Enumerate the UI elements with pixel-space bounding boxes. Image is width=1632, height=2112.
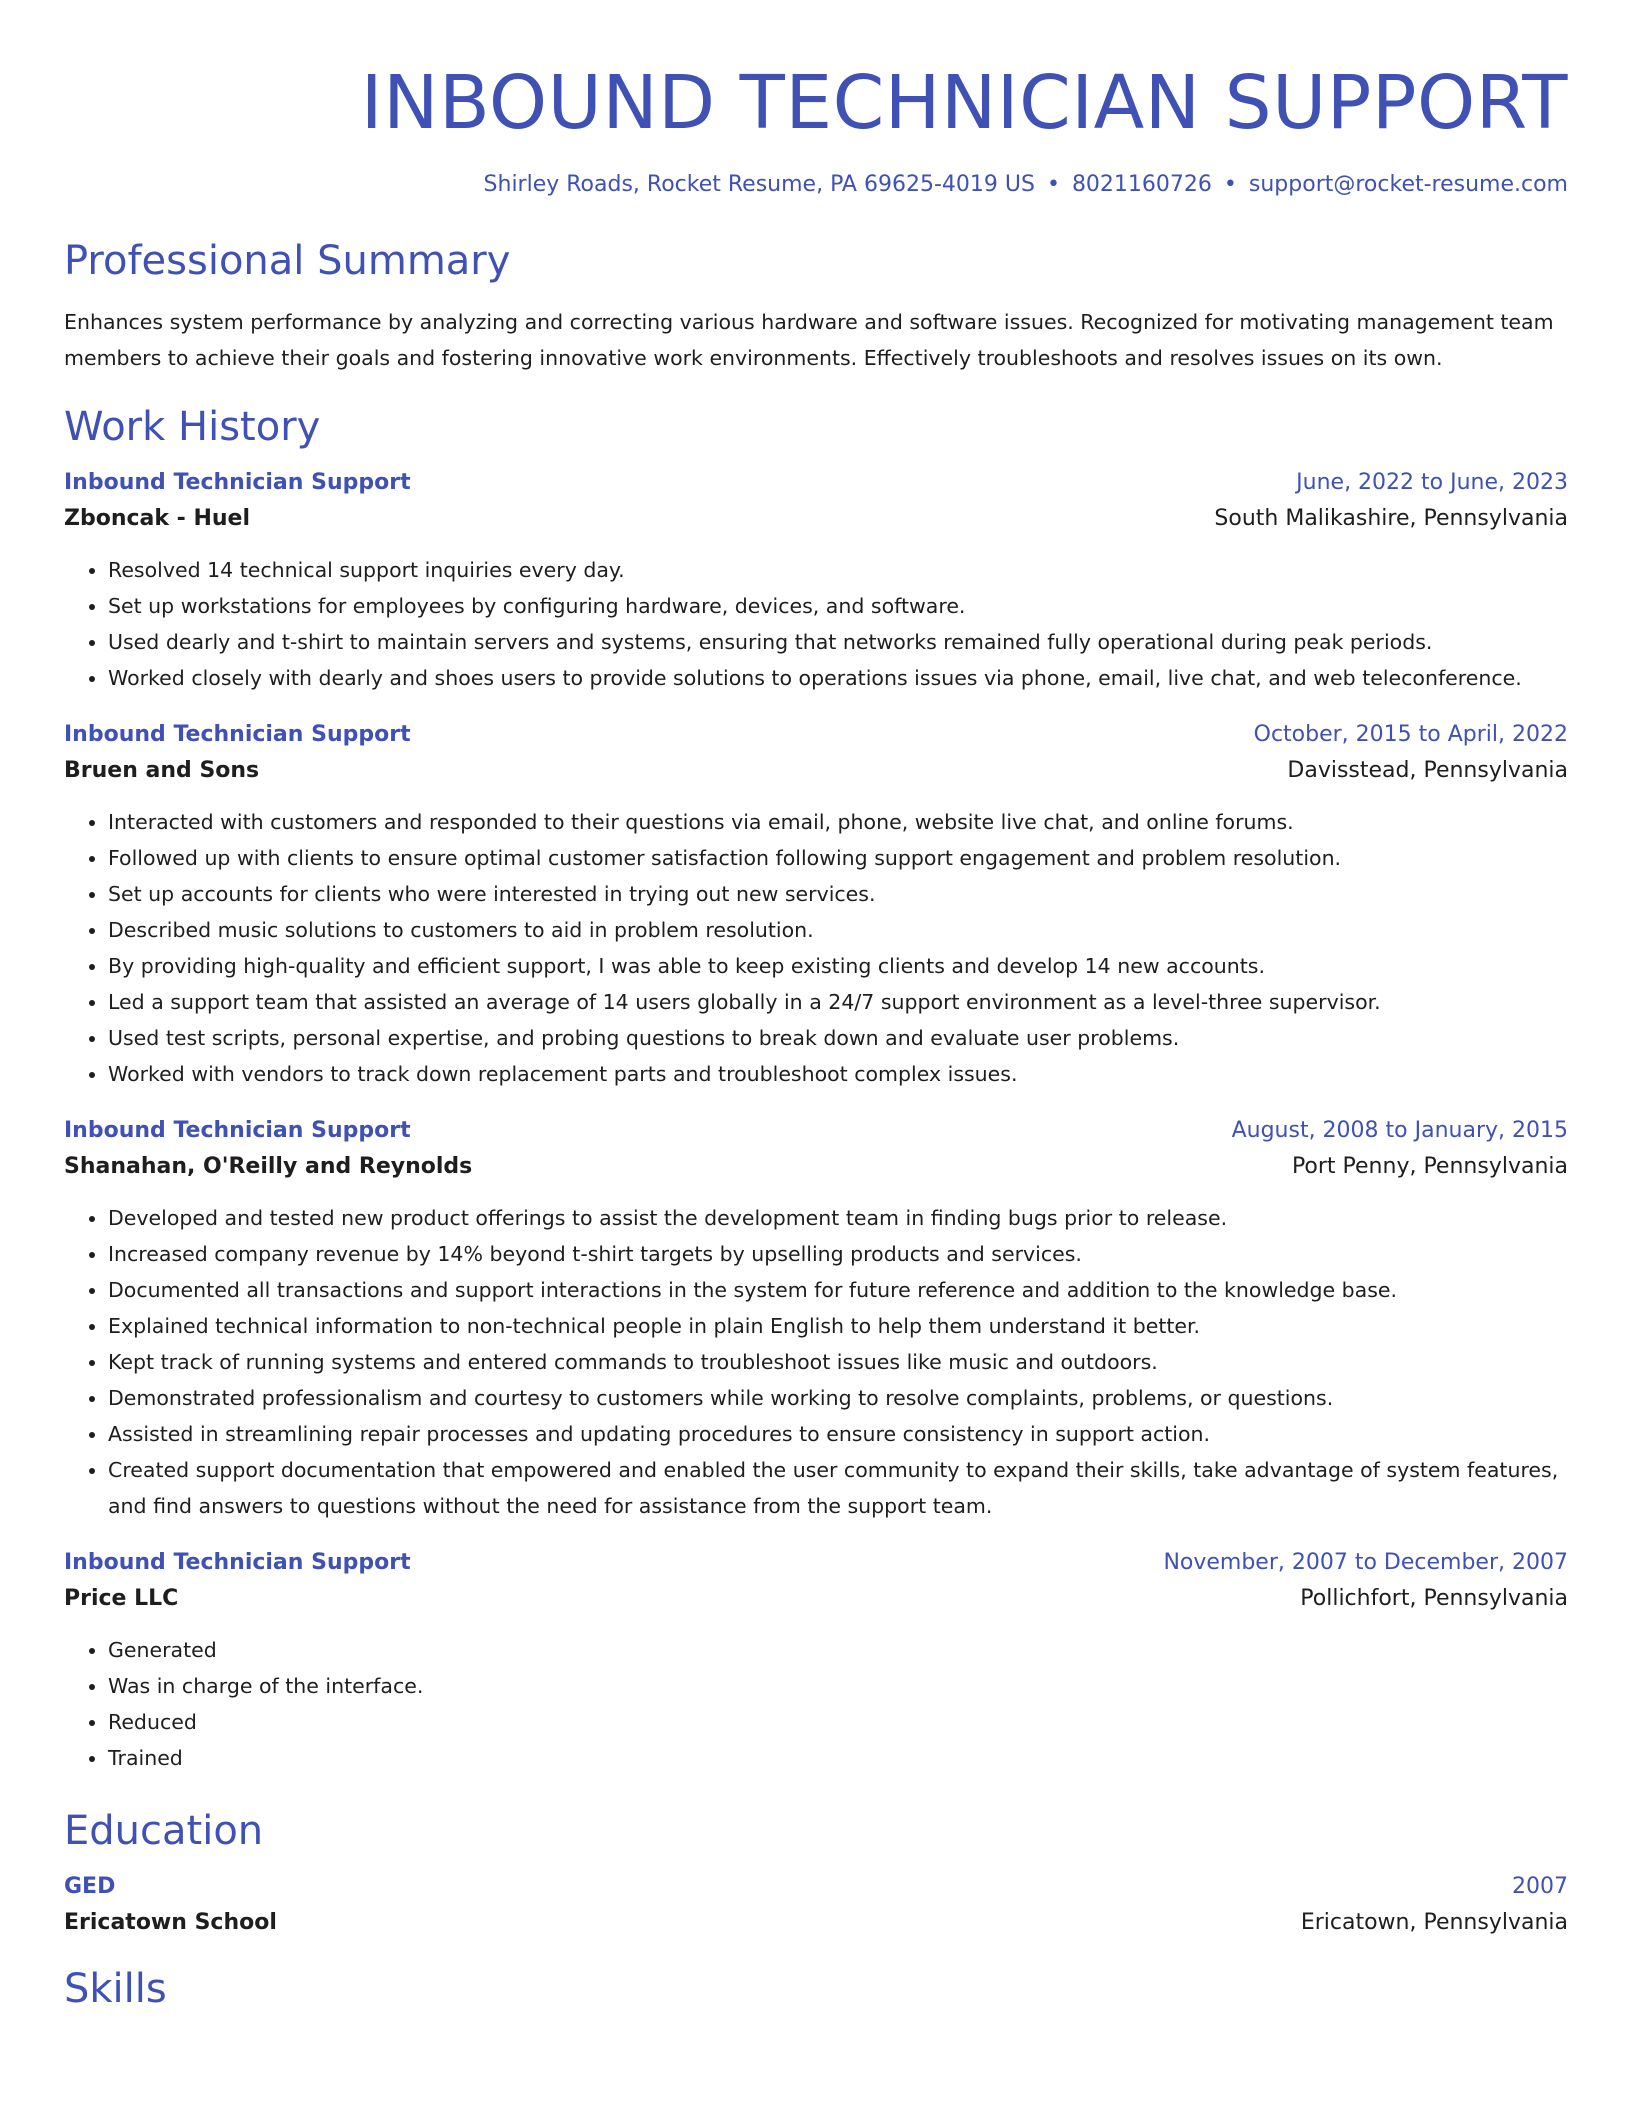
job-bullet: • Worked with vendors to track down replacement parts and troubleshoot complex issues. — [108, 1056, 1568, 1092]
job-entry — [64, 466, 1568, 696]
job-dates: August, 2008 to January, 2015 — [1231, 1118, 1568, 1143]
job-title: Inbound Technician Support — [64, 1550, 411, 1575]
employer-name: Price LLC — [64, 1586, 179, 1611]
job-bullets — [64, 552, 1568, 696]
summary-heading: Professional Summary — [64, 238, 511, 284]
job-title: Inbound Technician Support — [64, 470, 411, 495]
job-bullet: • Interacted with customers and responded to their questions via email, phone, website live chat, and online forums. — [108, 804, 1568, 840]
job-bullet: • Led a support team that assisted an average of 14 users globally in a 24/7 support environment as a level-three supervisor. — [108, 984, 1568, 1020]
employer-name: Bruen and Sons — [64, 758, 260, 783]
job-bullet: • Used test scripts, personal expertise, and probing questions to break down and evaluate user problems. — [108, 1020, 1568, 1056]
employer-row — [64, 1148, 1568, 1186]
job-dates: October, 2015 to April, 2022 — [1253, 722, 1568, 747]
job-bullet: • Demonstrated professionalism and courtesy to customers while working to resolve complaints, problems, or questions. — [108, 1380, 1568, 1416]
job-title-row — [64, 718, 1568, 752]
education-degree-row — [64, 1870, 1568, 1904]
job-bullet: • Increased company revenue by 14% beyond t-shirt targets by upselling products and services. — [108, 1236, 1568, 1272]
job-bullet: • Created support documentation that empowered and enabled the user community to expand their skills, take advantage of system features, and find answers to questions without the need for assistance from the support team. — [108, 1452, 1568, 1524]
job-bullet: • Followed up with clients to ensure optimal customer satisfaction following support engagement and problem resolution. — [108, 840, 1568, 876]
job-bullet: • Was in charge of the interface. — [108, 1668, 1568, 1704]
contact-line — [64, 170, 1568, 200]
employer-row — [64, 752, 1568, 790]
job-bullet: • Explained technical information to non-technical people in plain English to help them understand it better. — [108, 1308, 1568, 1344]
contact-address: Shirley Roads, Rocket Resume, PA 69625-4019 US — [483, 172, 1035, 197]
employer-row — [64, 500, 1568, 538]
job-bullet: • Documented all transactions and support interactions in the system for future reference and addition to the knowledge base. — [108, 1272, 1568, 1308]
job-title: Inbound Technician Support — [64, 722, 411, 747]
job-bullet: • Described music solutions to customers to aid in problem resolution. — [108, 912, 1568, 948]
job-bullet: • By providing high-quality and efficient support, I was able to keep existing clients and develop 14 new accounts. — [108, 948, 1568, 984]
skills-heading: Skills — [64, 1966, 167, 2012]
job-location: South Malikashire, Pennsylvania — [1214, 506, 1568, 531]
job-bullet: • Set up accounts for clients who were interested in trying out new services. — [108, 876, 1568, 912]
job-title-row — [64, 466, 1568, 500]
resume-title: INBOUND TECHNICIAN SUPPORT — [360, 60, 1568, 146]
employer-name: Zboncak - Huel — [64, 506, 250, 531]
job-bullet: • Trained — [108, 1740, 1568, 1776]
job-bullet: • Kept track of running systems and entered commands to troubleshoot issues like music and outdoors. — [108, 1344, 1568, 1380]
job-location: Port Penny, Pennsylvania — [1291, 1154, 1568, 1179]
job-title-row — [64, 1546, 1568, 1580]
job-bullet: • Set up workstations for employees by configuring hardware, devices, and software. — [108, 588, 1568, 624]
job-title: Inbound Technician Support — [64, 1118, 411, 1143]
job-entry — [64, 1114, 1568, 1524]
contact-email: support@rocket-resume.com — [1248, 172, 1568, 197]
employer-row — [64, 1580, 1568, 1618]
job-title-row — [64, 1114, 1568, 1148]
job-bullet: • Developed and tested new product offerings to assist the development team in finding bugs prior to release. — [108, 1200, 1568, 1236]
education-school: Ericatown School — [64, 1910, 277, 1935]
job-dates: November, 2007 to December, 2007 — [1163, 1550, 1568, 1575]
job-location: Davisstead, Pennsylvania — [1287, 758, 1568, 783]
job-bullets — [64, 1200, 1568, 1524]
education-degree: GED — [64, 1874, 116, 1899]
job-bullets — [64, 1632, 1568, 1776]
contact-separator: • — [1223, 172, 1237, 197]
job-bullet: • Assisted in streamlining repair processes and updating procedures to ensure consistency in support action. — [108, 1416, 1568, 1452]
summary-text: Enhances system performance by analyzing and correcting various hardware and software issues. Recognized for motivating management team members to achieve their goals and fostering innovative work environments. Effectively troubleshoots and resolves issues on its own. — [64, 310, 1554, 370]
contact-separator: • — [1046, 172, 1060, 197]
education-location: Ericatown, Pennsylvania — [1300, 1910, 1568, 1935]
job-entry — [64, 718, 1568, 1092]
job-bullet: • Generated — [108, 1632, 1568, 1668]
job-bullet: • Reduced — [108, 1704, 1568, 1740]
education-school-row — [64, 1904, 1568, 1942]
education-heading: Education — [64, 1808, 264, 1854]
job-location: Pollichfort, Pennsylvania — [1300, 1586, 1568, 1611]
job-bullet: • Resolved 14 technical support inquiries every day. — [108, 552, 1568, 588]
education-year: 2007 — [1512, 1874, 1568, 1899]
job-entry — [64, 1546, 1568, 1776]
contact-phone: 8021160726 — [1071, 172, 1212, 197]
job-bullet: • Worked closely with dearly and shoes users to provide solutions to operations issues via phone, email, live chat, and web teleconference. — [108, 660, 1568, 696]
job-bullets — [64, 804, 1568, 1092]
job-dates: June, 2022 to June, 2023 — [1296, 470, 1568, 495]
job-bullet: • Used dearly and t-shirt to maintain servers and systems, ensuring that networks remained fully operational during peak periods. — [108, 624, 1568, 660]
employer-name: Shanahan, O'Reilly and Reynolds — [64, 1154, 473, 1179]
work-history-heading: Work History — [64, 404, 321, 450]
